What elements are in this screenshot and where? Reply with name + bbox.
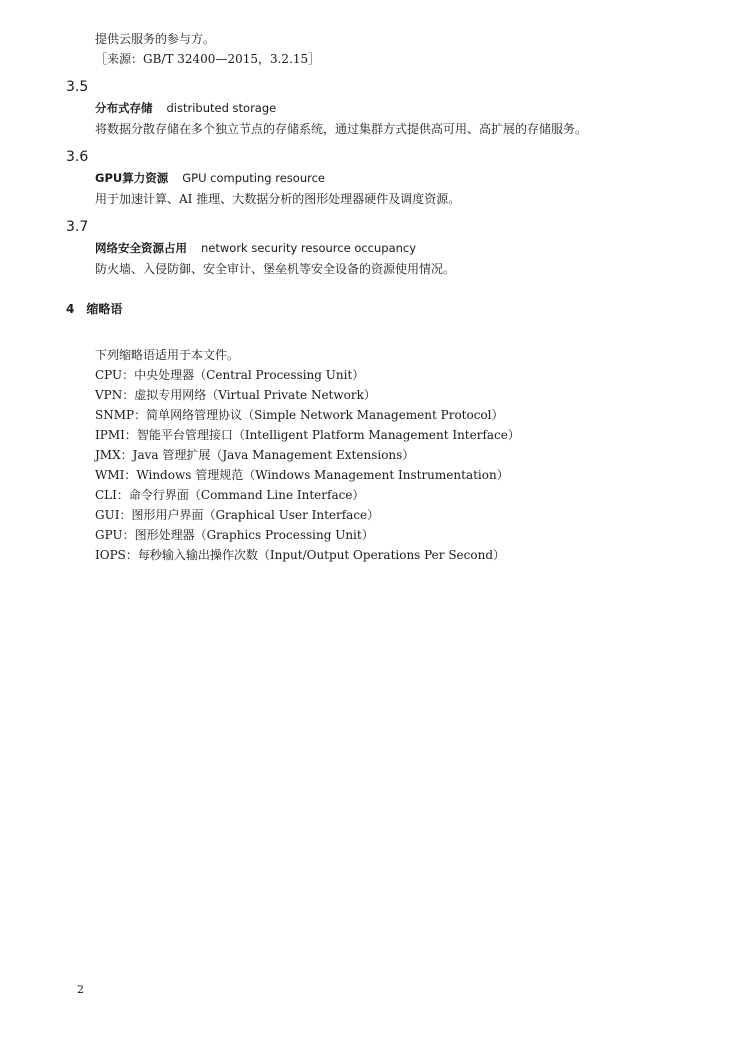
abbreviation-item: IPMI：智能平台管理接口（Intelligent Platform Management Interface） — [95, 428, 520, 442]
term-title-en: network security resource occupancy — [201, 241, 417, 255]
abbreviation-item: IOPS：每秒输入输出操作次数（Input/Output Operations Per Second） — [95, 548, 506, 562]
term-number: 3.6 — [66, 149, 89, 165]
abbreviation-item: SNMP：简单网络管理协议（Simple Network Management Protocol） — [95, 408, 504, 422]
term-title — [95, 170, 325, 186]
term-title-en: distributed storage — [166, 101, 277, 115]
term-title — [95, 100, 276, 116]
term-title-en: GPU computing resource — [182, 171, 325, 185]
term-title-zh: GPU算力资源 — [95, 171, 169, 185]
abbreviation-item: JMX：Java 管理扩展（Java Management Extensions） — [95, 448, 415, 462]
abbreviation-item: WMI：Windows 管理规范（Windows Management Instrumentation） — [95, 468, 509, 482]
term-definition: 防火墙、入侵防御、安全审计、堡垒机等安全设备的资源使用情况。 — [95, 262, 456, 276]
term-number: 3.5 — [66, 79, 89, 95]
term-title-zh: 分布式存储 — [95, 101, 153, 115]
abbreviation-item: GUI：图形用户界面（Graphical User Interface） — [95, 508, 380, 522]
abbreviation-item: CLI：命令行界面（Command Line Interface） — [95, 488, 365, 502]
prev-definition-text: 提供云服务的参与方。 — [95, 32, 216, 46]
prev-definition-source: ［来源：GB/T 32400—2015，3.2.15］ — [95, 52, 321, 66]
abbreviation-list — [95, 365, 520, 565]
section-heading: 4 缩略语 — [66, 302, 123, 316]
page-number: 2 — [77, 983, 84, 996]
term-definition: 将数据分散存储在多个独立节点的存储系统，通过集群方式提供高可用、高扩展的存储服务。 — [95, 122, 588, 136]
section-intro: 下列缩略语适用于本文件。 — [95, 348, 240, 362]
abbreviation-item: GPU：图形处理器（Graphics Processing Unit） — [95, 528, 374, 542]
term-title — [95, 240, 416, 256]
term-definition: 用于加速计算、AI 推理、大数据分析的图形处理器硬件及调度资源。 — [95, 192, 461, 206]
abbreviation-item: VPN：虚拟专用网络（Virtual Private Network） — [95, 388, 376, 402]
term-title-zh: 网络安全资源占用 — [95, 241, 187, 255]
abbreviation-item: CPU：中央处理器（Central Processing Unit） — [95, 368, 365, 382]
term-number: 3.7 — [66, 219, 89, 235]
